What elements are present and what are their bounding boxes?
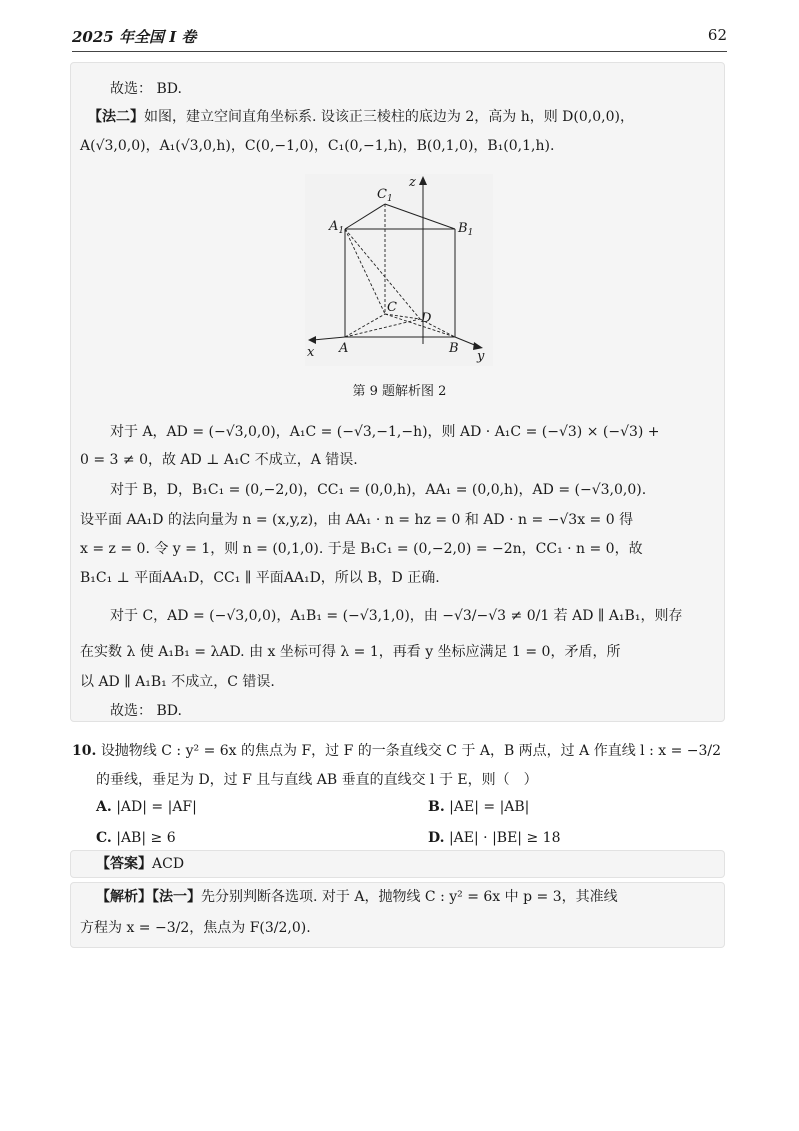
option-c-analysis-1: 对于 C，AD = (−√3,0,0)，A₁B₁ = (−√3,1,0)，由 −√3/−√3 ≠ 0/1 若 AD ∥ A₁B₁，则存: [110, 608, 683, 624]
label-C: C: [387, 300, 397, 315]
page-header: [72, 26, 727, 54]
method2-label: 【法二】: [88, 109, 144, 125]
option-bd-analysis-2: 设平面 AA₁D 的法向量为 n = (x,y,z)，由 AA₁ · n = hz = 0 和 AD · n = −√3x = 0 得: [80, 512, 634, 528]
solution-label: 【解析】【法一】: [96, 889, 201, 905]
option-c-analysis-3: 以 AD ∥ A₁B₁ 不成立，C 错误.: [80, 674, 275, 690]
figure-caption: 第 9 题解析图 2: [352, 384, 447, 399]
option-a-text: |AD| = |AF|: [116, 799, 197, 815]
method2-text: 如图，建立空间直角坐标系. 设该正三棱柱的底边为 2，高为 h，则 D(0,0,0)，: [144, 109, 634, 125]
label-y: y: [477, 349, 485, 364]
label-B: B: [449, 341, 459, 356]
prism-figure: [305, 174, 493, 366]
option-b: [428, 797, 529, 817]
label-x: x: [307, 345, 315, 360]
label-z: z: [409, 175, 416, 190]
coordinates-line: A(√3,0,0)，A₁(√3,0,h)，C(0,−1,0)，C₁(0,−1,h)，B(0,1,0)，B₁(0,1,h).: [80, 138, 555, 154]
answer-label: 【答案】: [96, 856, 152, 872]
question-10-stem-2: 的垂线，垂足为 D，过 F 且与直线 AB 垂直的直线交 l 于 E，则（ ）: [96, 772, 538, 788]
option-a-analysis-1: 对于 A，AD = (−√3,0,0)，A₁C = (−√3,−1,−h)，则 AD · A₁C = (−√3) × (−√3) +: [110, 424, 660, 440]
answer-line-1: 故选： BD.: [110, 81, 182, 97]
label-A1: $A_1$: [329, 219, 345, 236]
option-d: [428, 828, 560, 848]
label-B1: $B_1$: [458, 221, 474, 238]
method2-line: [88, 107, 634, 127]
q10-solution-2: 方程为 x = −3/2，焦点为 F(3/2,0).: [80, 920, 311, 936]
option-bd-analysis-4: B₁C₁ ⊥ 平面AA₁D，CC₁ ∥ 平面AA₁D，所以 B，D 正确.: [80, 570, 440, 586]
option-a-analysis-2: 0 = 3 ≠ 0，故 AD ⊥ A₁C 不成立，A 错误.: [80, 452, 358, 468]
option-a: [96, 797, 197, 817]
option-b-text: |AE| = |AB|: [449, 799, 530, 815]
option-bd-analysis-1: 对于 B，D，B₁C₁ = (0,−2,0)，CC₁ = (0,0,h)，AA₁ = (0,0,h)，AD = (−√3,0,0).: [110, 482, 647, 498]
label-C1: $C_1$: [377, 187, 393, 204]
header-rule: [72, 51, 727, 52]
option-c-label: C.: [96, 830, 112, 846]
option-c-analysis-2: 在实数 λ 使 A₁B₁ = λAD. 由 x 坐标可得 λ = 1，再看 y 坐标应满足 1 = 0，矛盾，所: [80, 644, 621, 660]
option-d-label: D.: [428, 830, 445, 846]
answer-line-2: 故选： BD.: [110, 703, 182, 719]
header-title: 2025 年全国 I 卷: [72, 28, 197, 46]
answer-line: [96, 854, 184, 874]
option-b-label: B.: [428, 799, 445, 815]
option-c-text: |AB| ≥ 6: [116, 830, 176, 846]
option-d-text: |AE| · |BE| ≥ 18: [448, 830, 561, 846]
question-number: 10.: [72, 743, 97, 759]
option-bd-analysis-3: x = z = 0. 令 y = 1，则 n = (0,1,0). 于是 B₁C₁ = (0,−2,0) = −2n，CC₁ · n = 0，故: [80, 541, 643, 557]
question-10-stem-1: [72, 741, 721, 761]
q10-solution-1: [96, 887, 618, 907]
answer-value: ACD: [152, 856, 185, 872]
page-number: 62: [707, 26, 727, 44]
label-D: D: [421, 311, 432, 326]
label-A: A: [339, 341, 349, 356]
option-c: [96, 828, 176, 848]
solution-text-1: 先分别判断各选项. 对于 A，抛物线 C : y² = 6x 中 p = 3，其准线: [201, 889, 618, 905]
question-stem-text: 设抛物线 C : y² = 6x 的焦点为 F，过 F 的一条直线交 C 于 A，B 两点，过 A 作直线 l : x = −3/2: [100, 743, 722, 759]
option-a-label: A.: [96, 799, 112, 815]
prism-diagram: [305, 174, 493, 366]
